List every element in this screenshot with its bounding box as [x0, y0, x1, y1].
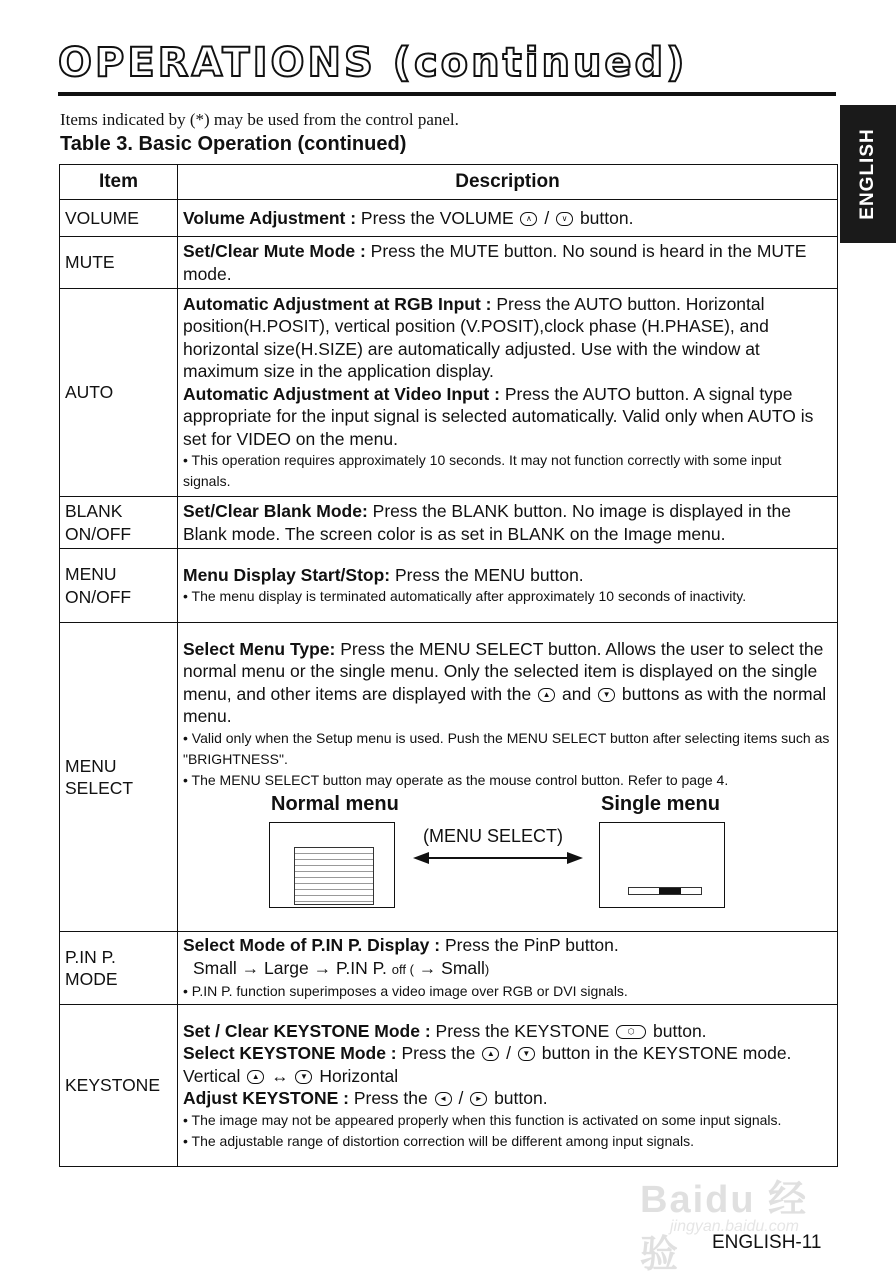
desc-auto [178, 289, 838, 497]
desc-menu-select-note1: • Valid only when the Setup menu is used. Push the MENU SELECT button after selecting items such as "BRIGHTNESS". [183, 729, 830, 767]
desc-volume-bold: Volume Adjustment : [183, 207, 357, 228]
desc-mute-text: Press the MUTE button. No sound is heard in the MUTE mode. [183, 241, 807, 284]
desc-pinp [178, 932, 838, 1005]
desc-menu-select-text-a: Press the MENU SELECT button. Allows the user to select the normal menu or the single menu. Only the selected item is displayed on the single menu, and other items are displayed with the [183, 638, 824, 704]
desc-menu-select-text-c: buttons as with the normal menu. [183, 683, 827, 726]
desc-volume-sep: / [539, 207, 555, 228]
desc-auto-video [183, 383, 832, 451]
table-row-menu [60, 549, 838, 623]
item-blank-line2: ON/OFF [65, 523, 132, 544]
title-rule [58, 92, 836, 96]
item-menu-line2: ON/OFF [65, 586, 132, 607]
header-item: Item [60, 165, 178, 200]
desc-menu-select-bold: Select Menu Type: [183, 638, 336, 659]
table-row-pinp [60, 932, 838, 1005]
desc-menu [178, 549, 838, 623]
desc-pinp-bold: Select Mode of P.IN P. Display : [183, 935, 441, 955]
item-keystone: KEYSTONE [60, 1005, 178, 1167]
desc-keystone-adjust [183, 1087, 832, 1110]
item-volume: VOLUME [60, 200, 178, 237]
intro-text: Items indicated by (*) may be used from the control panel. [60, 110, 459, 129]
normal-menu-label: Normal menu [271, 792, 399, 815]
table-row-mute [60, 237, 838, 289]
language-tab-label: ENGLISH [857, 128, 878, 220]
desc-mute-bold: Set/Clear Mute Mode : [183, 241, 366, 261]
desc-pinp-seq-off: off ( [391, 961, 414, 977]
keystone-button-icon: ⬡ [616, 1025, 646, 1039]
desc-auto-rgb [183, 293, 832, 383]
desc-pinp-main [183, 934, 832, 957]
desc-volume-text-a: Press the VOLUME [356, 207, 519, 228]
item-pinp-line1: P.IN P. [65, 946, 116, 967]
desc-auto-bold1: Automatic Adjustment at RGB Input : [183, 293, 492, 314]
desc-keystone-arrow: ↔ [266, 1065, 294, 1086]
desc-keystone-bold3: Adjust KEYSTONE : [183, 1088, 349, 1108]
desc-volume-text-b: button. [575, 207, 634, 228]
desc-blank-bold: Set/Clear Blank Mode: [183, 501, 368, 521]
desc-keystone-text2b: button in the KEYSTONE mode. Vertical [183, 1043, 792, 1086]
desc-volume [178, 200, 838, 237]
page-title: OPERATIONS (continued) [58, 40, 688, 86]
table-title: Table 3. Basic Operation (continued) [60, 133, 407, 155]
volume-up-icon: ∧ [520, 212, 537, 226]
single-menu-label: Single menu [601, 792, 720, 815]
table-row-menu-select [60, 623, 838, 932]
item-menu-select [60, 623, 178, 932]
desc-keystone-set [183, 1020, 832, 1043]
desc-keystone-note1: • The image may not be appeared properly when this function is activated on some input signals. [183, 1111, 782, 1128]
vertical-up-icon: ▲ [247, 1070, 264, 1084]
menu-compare-figure [183, 793, 832, 917]
header-description: Description [178, 165, 838, 200]
desc-keystone-text2c: Horizontal [314, 1065, 399, 1086]
item-menu [60, 549, 178, 623]
item-menu-select-line2: SELECT [65, 778, 134, 798]
desc-auto-text1: Press the AUTO button. Horizontal position(H.POSIT), vertical position (V.POSIT),clock phase (H.PHASE), and horizontal size(H.SIZE) are automatically adjusted. Use with the window at maximum size in the application display. [183, 293, 769, 382]
item-mute: MUTE [60, 237, 178, 289]
keystone-down-icon: ▼ [518, 1047, 535, 1061]
desc-mute [178, 237, 838, 289]
desc-pinp-seq-b: → Small [413, 957, 485, 978]
desc-menu-select-text-b: and [557, 683, 597, 704]
horizontal-down-icon: ▼ [295, 1070, 312, 1084]
item-blank [60, 497, 178, 549]
normal-menu-screen [269, 822, 395, 908]
desc-auto-text2: Press the AUTO button. A signal type appropriate for the input signal is selected automatically. Valid only when AUTO is set for VIDEO on the menu. [183, 383, 814, 449]
keystone-right-icon: ► [470, 1092, 487, 1106]
item-blank-line1: BLANK [65, 501, 123, 521]
desc-pinp-sequence [183, 957, 832, 982]
up-button-icon: ▲ [538, 688, 555, 702]
volume-down-icon: ∨ [556, 212, 573, 226]
desc-menu-main [183, 564, 832, 587]
single-menu-thumbnail [628, 887, 702, 895]
item-menu-select-line1: MENU [65, 755, 117, 776]
table-header-row [60, 165, 838, 200]
desc-keystone-note2: • The adjustable range of distortion correction will be different among input signals. [183, 1132, 695, 1149]
desc-keystone-sep: / [501, 1043, 516, 1063]
desc-menu-bold: Menu Display Start/Stop: [183, 564, 391, 585]
desc-menu-select-note2: • The MENU SELECT button may operate as the mouse control button. Refer to page 4. [183, 771, 729, 788]
desc-pinp-seq-a: Small → Large → P.IN P. [193, 957, 392, 978]
item-auto: AUTO [60, 289, 178, 497]
desc-menu-select [178, 623, 838, 932]
language-tab [840, 105, 896, 243]
desc-keystone-text2a: Press the [396, 1043, 481, 1063]
desc-keystone-text1b: button. [648, 1020, 707, 1041]
table-row-blank [60, 497, 838, 549]
keystone-left-icon: ◄ [435, 1092, 452, 1106]
desc-pinp-note: • P.IN P. function superimposes a video image over RGB or DVI signals. [183, 983, 628, 999]
desc-keystone-sep2: / [453, 1088, 469, 1108]
item-pinp-line2: MODE [65, 969, 118, 989]
desc-menu-select-main [183, 638, 832, 728]
watermark-url: jingyan.baidu.com [670, 1218, 799, 1235]
normal-menu-thumbnail [294, 847, 374, 905]
desc-keystone-bold2: Select KEYSTONE Mode : [183, 1043, 397, 1063]
desc-blank [178, 497, 838, 549]
desc-pinp-text: Press the PinP button. [440, 935, 619, 955]
item-pinp [60, 932, 178, 1005]
item-menu-line1: MENU [65, 564, 117, 584]
table-row-auto [60, 289, 838, 497]
desc-menu-note: • The menu display is terminated automatically after approximately 10 seconds of inactivity. [183, 588, 747, 605]
desc-menu-text: Press the MENU button. [390, 564, 584, 585]
desc-keystone-select [183, 1042, 832, 1087]
page-footer: ENGLISH-11 [712, 1232, 822, 1253]
menu-select-label: (MENU SELECT) [423, 825, 564, 846]
desc-keystone-text1a: Press the KEYSTONE [430, 1020, 615, 1041]
basic-operation-table [59, 164, 838, 1167]
desc-auto-bold2: Automatic Adjustment at Video Input : [183, 383, 500, 404]
down-button-icon: ▼ [598, 688, 615, 702]
desc-keystone-text3a: Press the [348, 1088, 433, 1108]
watermark-logo: Baidu 经验 [640, 1179, 809, 1276]
desc-auto-note: • This operation requires approximately 10 seconds. It may not function correctly with some input signals. [183, 452, 782, 490]
keystone-up-icon: ▲ [482, 1047, 499, 1061]
table-row-volume [60, 200, 838, 237]
desc-blank-text: Press the BLANK button. No image is displayed in the Blank mode. The screen color is as set in BLANK on the Image menu. [183, 501, 791, 544]
single-menu-screen [599, 822, 725, 908]
desc-keystone-bold1: Set / Clear KEYSTONE Mode : [183, 1020, 431, 1041]
double-arrow-icon [413, 851, 583, 865]
desc-keystone-text3b: button. [489, 1088, 548, 1108]
desc-pinp-seq-close: ) [484, 961, 490, 977]
